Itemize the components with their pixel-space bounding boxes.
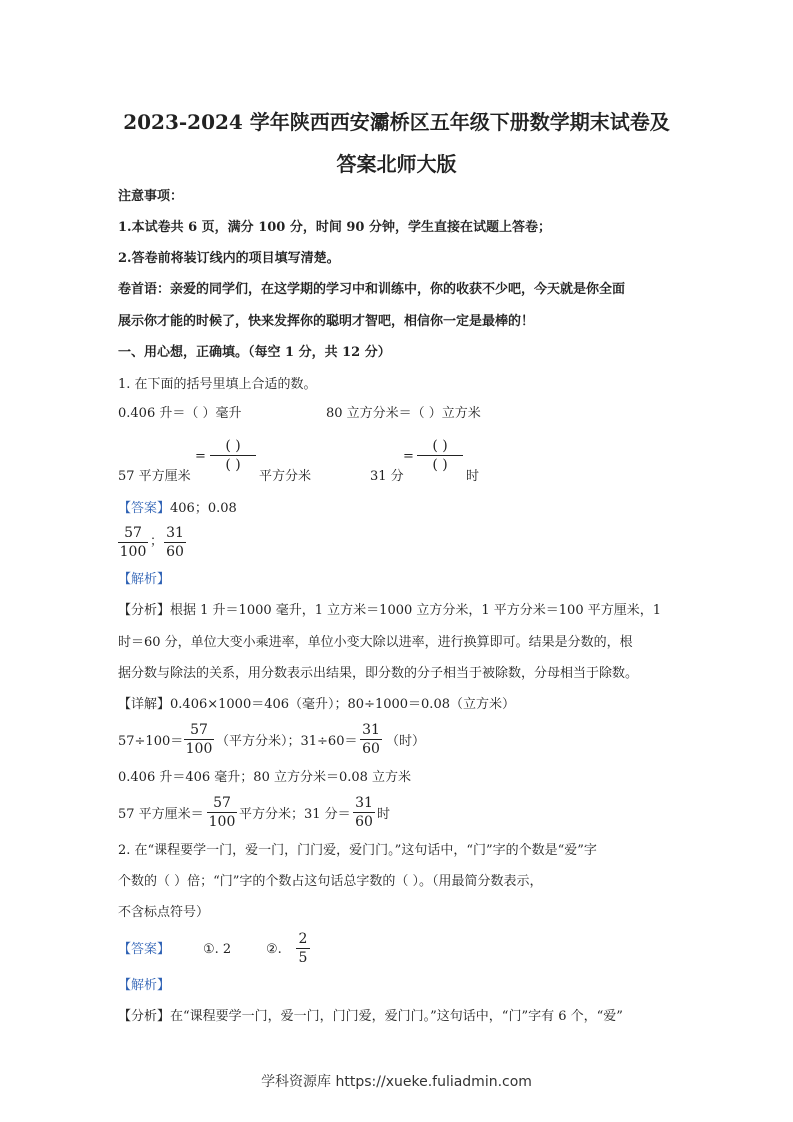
q1-item-c-left: 57 平方厘米 <box>118 469 191 484</box>
q1-answer-frac1-den: 100 <box>119 544 147 560</box>
fraction-numerator: 2 <box>298 931 308 947</box>
q1-xiangjie-tag: 【详解】 <box>118 697 171 712</box>
q1-item-d-eq: = <box>403 449 414 464</box>
section1-heading: 一、用心想，正确填。（每空 1 分，共 12 分） <box>118 345 391 360</box>
fraction-numerator: 57 <box>190 722 208 738</box>
q1-xiangjie2-left: 57÷100＝ <box>118 734 184 749</box>
q2-answer-tag: 【答案】 <box>118 942 171 957</box>
fraction-numerator: 31 <box>355 795 373 811</box>
q1-xiangjie-line3: 0.406 升＝406 毫升；80 立方分米＝0.08 立方米 <box>118 770 412 785</box>
q2-fenxi-tag: 【分析】 <box>118 1009 171 1024</box>
q1-item-c-unit: 平方分米 <box>259 469 312 484</box>
q1-item-c-blank-denominator: ( ) <box>225 457 241 473</box>
q1-answer-fraction2 <box>164 524 186 561</box>
q1-item-c-fraction <box>210 437 256 474</box>
q1-xiangjie2-right: （时） <box>386 734 426 749</box>
footer-watermark: 学科资源库 https://xueke.fuliadmin.com <box>261 1074 532 1090</box>
q1-item-c-blank-numerator: ( ) <box>225 438 241 454</box>
fraction-denominator: 100 <box>208 814 236 830</box>
q1-xiangjie4-mid: 平方分米；31 分＝ <box>239 807 351 822</box>
q2-fenxi-line1: 在“课程要学一门，爱一门，门门爱，爱门门。”这句话中，“门”字有 6 个，“爱” <box>170 1009 623 1024</box>
q1-answer-text: 406；0.08 <box>170 501 237 516</box>
q1-item-d-blank-denominator: ( ) <box>432 457 448 473</box>
q1-xiangjie4-fraction2 <box>353 794 375 831</box>
q2-answer-2: ②. <box>266 942 282 957</box>
notes-item1: 1.本试卷共 6 页，满分 100 分，时间 90 分钟，学生直接在试题上答卷； <box>118 220 551 235</box>
q1-stem: 1. 在下面的括号里填上合适的数。 <box>118 377 317 392</box>
q1-answer-sep: ； <box>150 534 164 549</box>
q1-fenxi-line2: 时＝60 分，单位大变小乘进率，单位小变大除以进率，进行换算即可。结果是分数的，根 <box>118 635 633 650</box>
q1-xiangjie2-fraction1 <box>184 721 214 758</box>
q1-item-d-fraction <box>417 437 463 474</box>
notes-preface1: 卷首语：亲爱的同学们，在这学期的学习中和训练中，你的收获不少吧，今天就是你全面 <box>118 282 626 297</box>
page-title-line1: 2023-2024 学年陕西西安灞桥区五年级下册数学期末试卷及 <box>123 110 670 134</box>
q2-stem-line1: 2. 在“课程要学一门，爱一门，门门爱，爱门门。”这句话中，“门”字的个数是“爱”字 <box>118 843 597 858</box>
q1-xiangjie4-left: 57 平方厘米＝ <box>118 807 204 822</box>
q1-item-a: 0.406 升＝（ ）毫升 <box>118 406 242 421</box>
q2-stem-line2: 个数的（ ）倍；“门”字的个数占这句话总字数的（ ）。（用最简分数表示， <box>118 874 543 889</box>
q1-analysis-tag: 【解析】 <box>118 572 171 587</box>
q1-item-d-blank-numerator: ( ) <box>432 438 448 454</box>
fraction-denominator: 100 <box>185 741 213 757</box>
q1-xiangjie2-fraction2 <box>360 721 382 758</box>
page-title-line2: 答案北师大版 <box>336 152 457 176</box>
fraction-denominator: 60 <box>355 814 373 830</box>
fraction-denominator: 60 <box>362 741 380 757</box>
q1-xiangjie-line1: 0.406×1000＝406（毫升）；80÷1000＝0.08（立方米） <box>170 697 515 712</box>
q1-xiangjie2-mid: （平方分米）；31÷60＝ <box>216 734 358 749</box>
q1-fenxi-tag: 【分析】 <box>118 603 171 618</box>
fraction-denominator: 5 <box>298 950 308 966</box>
q1-xiangjie4-fraction1 <box>207 794 237 831</box>
q2-analysis-tag: 【解析】 <box>118 978 171 993</box>
q2-answer-1: ①. 2 <box>203 942 232 957</box>
q1-item-d-unit: 时 <box>466 469 480 484</box>
q1-xiangjie4-right: 时 <box>377 807 391 822</box>
fraction-numerator: 31 <box>362 722 380 738</box>
q1-answer-frac2-den: 60 <box>166 544 184 560</box>
q2-stem-line3: 不含标点符号） <box>118 905 210 920</box>
q1-item-b: 80 立方分米＝（ ）立方米 <box>326 406 481 421</box>
fraction-numerator: 57 <box>213 795 231 811</box>
q1-fenxi-line1: 根据 1 升＝1000 毫升，1 立方米＝1000 立方分米，1 平方分米＝100 平方厘米，1 <box>170 603 662 618</box>
q1-item-c-eq: = <box>195 449 206 464</box>
q2-answer-fraction <box>296 930 310 967</box>
notes-heading: 注意事项： <box>118 189 184 204</box>
q1-item-d-left: 31 分 <box>370 469 404 484</box>
notes-item2: 2.答卷前将装订线内的项目填写清楚。 <box>118 251 340 266</box>
q1-answer-frac1-num: 57 <box>124 525 142 541</box>
q1-answer-tag: 【答案】 <box>118 501 171 516</box>
q1-answer-fraction1 <box>118 524 148 561</box>
notes-preface2: 展示你才能的时候了，快来发挥你的聪明才智吧，相信你一定是最棒的！ <box>118 314 535 329</box>
q1-answer-frac2-num: 31 <box>166 525 184 541</box>
q1-fenxi-line3: 据分数与除法的关系，用分数表示出结果，即分数的分子相当于被除数，分母相当于除数。 <box>118 666 639 681</box>
